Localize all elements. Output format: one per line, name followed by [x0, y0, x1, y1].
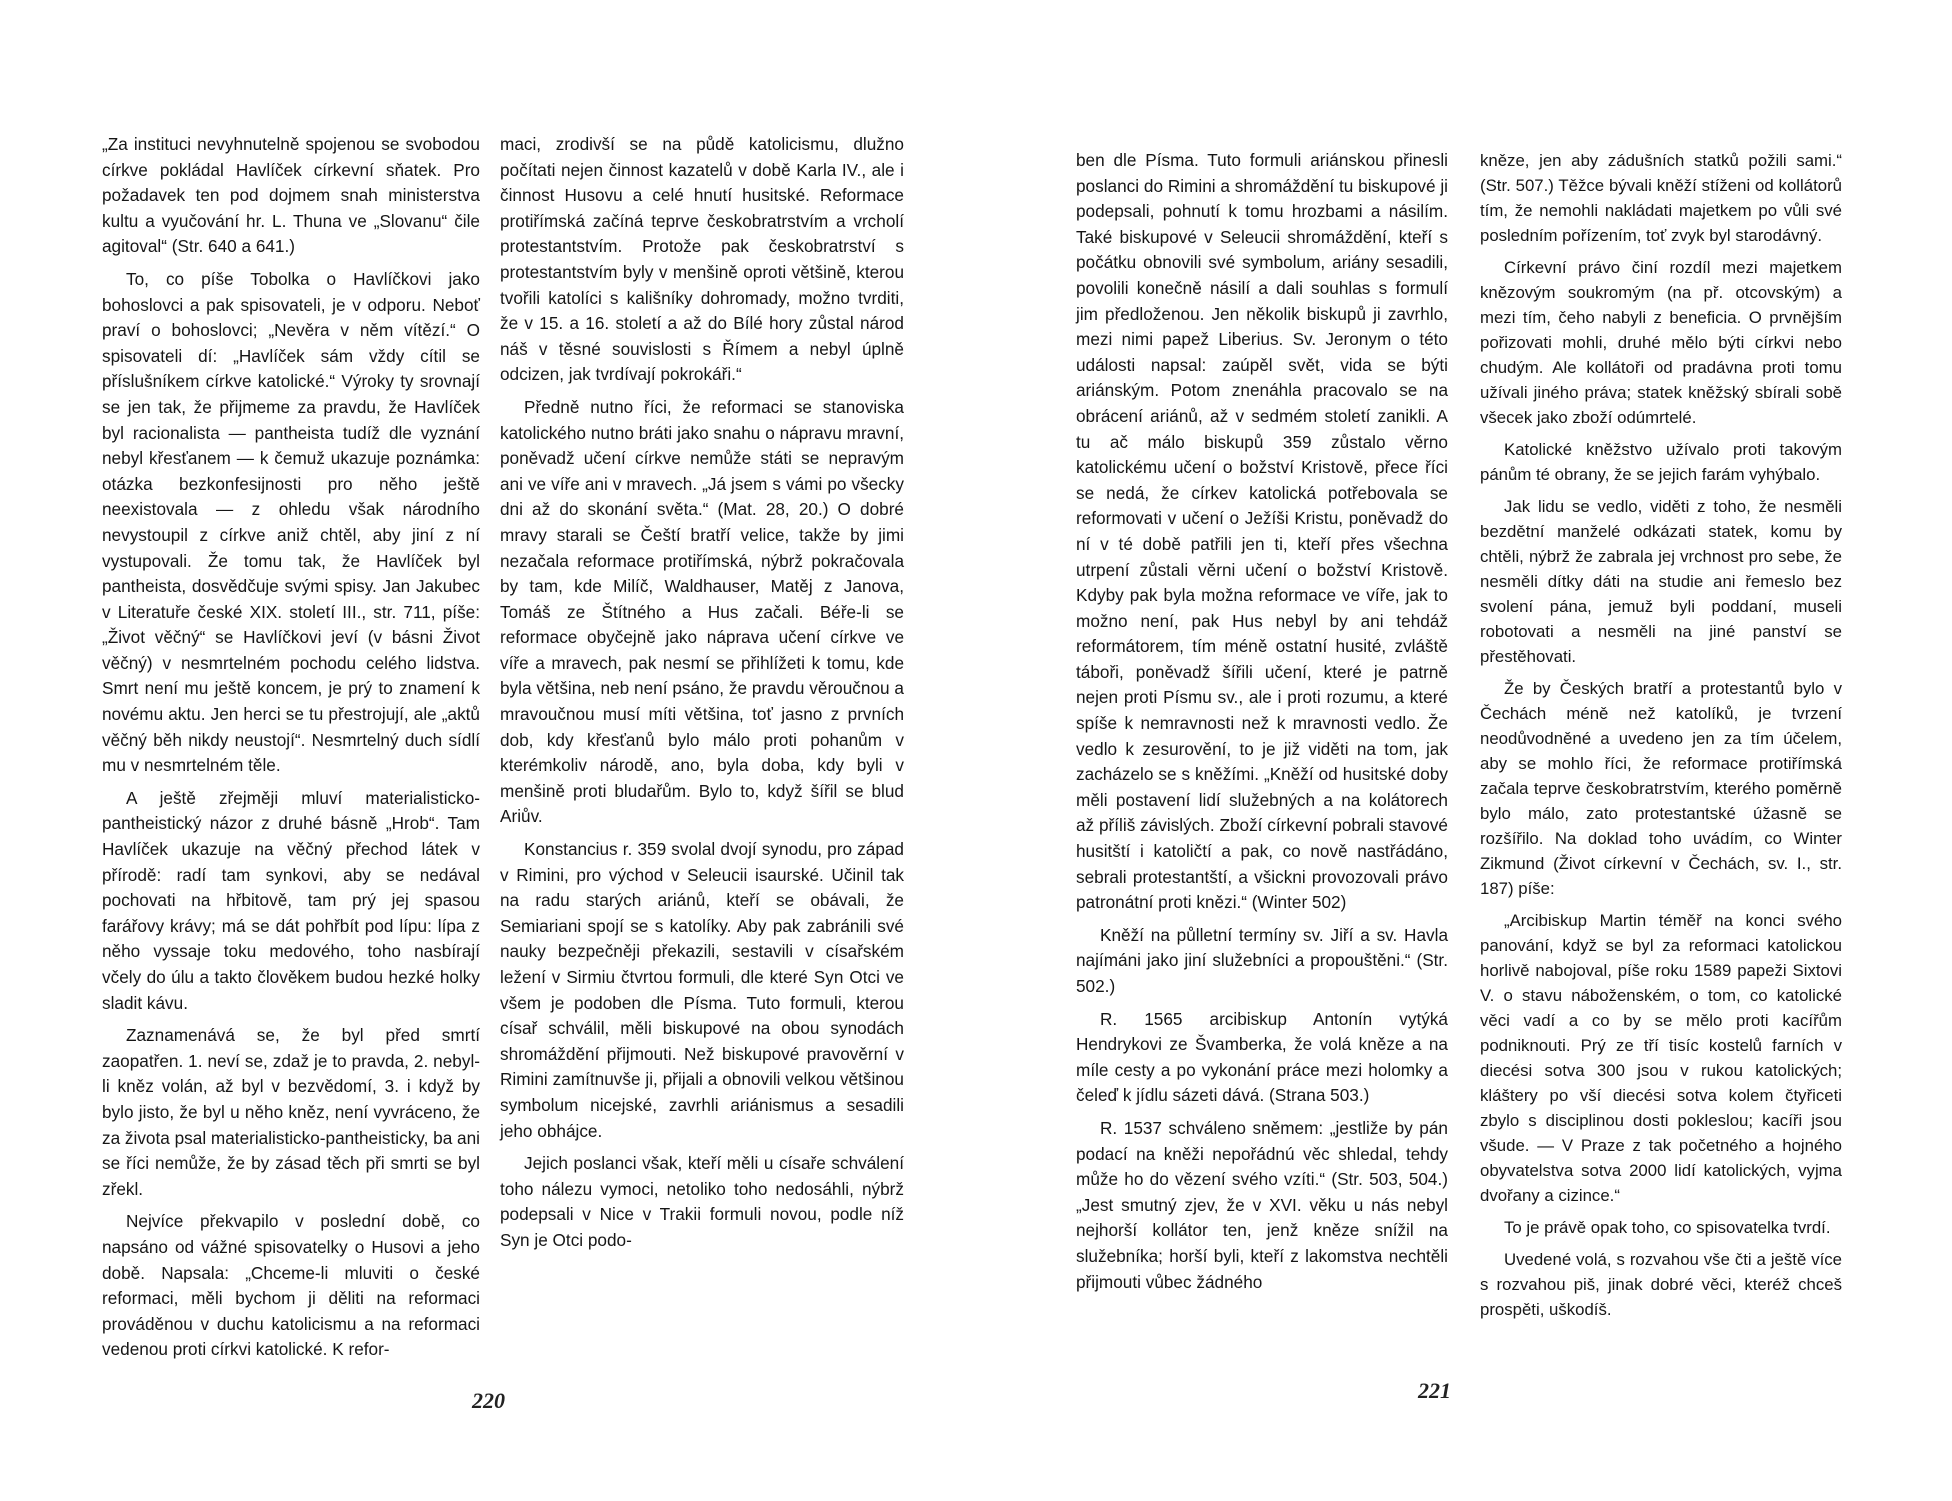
paragraph: maci, zrodivší se na půdě katolicismu, dlužno počítati nejen činnost kazatelů v době Karla IV., ale i činnost Husovu a celé hnutí husitské. Reformace protiřímská začíná teprve českobratrstvím a vrcholí protestantstvím. Protože pak českobratrství s protestantstvím byly v menšině oproti většině, kterou tvořili katolíci s kališníky dohromady, možno tvrditi, že v 15. a 16. století a až do Bílé hory zůstal národ náš v těsné souvislosti s Římem a nebyl úplně odcizen, jak tvrdívají pokrokáři.“ — [500, 134, 904, 385]
paragraph: R. 1565 arcibiskup Antonín vytýká Hendrykovi ze Švamberka, že volá kněze a na míle cesty a po vykonání práce mezi holomky a čeleď k jídlu sázeti dává. (Strana 503.) — [1076, 1008, 1448, 1106]
paragraph: Církevní právo činí rozdíl mezi majetkem knězovým soukromým (na př. otcovským) a mezi tím, čeho nabyli z beneficia. O prvnějším pořizovati mohli, druhé mělo býti církvi nebo chudým. Ale kollátoři od pradávna proti tomu užívali jiného práva; statek kněžský sbírali sobě všecek jako zboží odúmrtelé. — [1480, 258, 1842, 427]
page-number: 220 — [472, 1388, 505, 1413]
paragraph: Že by Českých bratří a protestantů bylo v Čechách méně než katolíků, je tvrzení neodůvodněné a uvedeno jen za tím účelem, aby se mohlo říci, že reformace protiřímská začala teprve českobratrstvím, kterého poměrně bylo málo, zato protestantské úžasně se rozšířilo. Na doklad toho uvádím, co Winter Zikmund (Život církevní v Čechách, sv. I., str. 187) píše: — [1480, 679, 1842, 898]
paragraph: ben dle Písma. Tuto formuli ariánskou přinesli poslanci do Rimini a shromáždění tu biskupové ji podepsali, pohnutí k tomu hrozbami a násilím. Také biskupové v Seleucii shromáždění, kteří s počátku obnovili své symbolum, ariány sesadili, povolili konečně násilí a dali souhlas s formulí jim předloženou. Jen několik biskupů ji zavrhlo, mezi nimi papež Liberius. Sv. Jeronym o této události napsal: zaúpěl svět, vida se býti ariánským. Potom znenáhla pracovalo se na obrácení ariánů, až v sedmém století zanikli. A tu ač málo biskupů 359 zůstalo věrno katolickému učení o božství Kristově, přece říci se nedá, že církev katolická potřebovala se reformovati v učení o Ježíši Kristu, poněvadž do ní v té době patřili jen ti, kteří přes všechna utrpení zůstali věrni učení o božství Kristově. Kdyby pak byla možna reformace ve víře, jak to možno není, pak Hus nebyl by ani tehdáž reformátorem, tím méně ostatní husité, zvláště táboři, poněvadž šířili učení, které je patrně nejen proti Písmu sv., ale i proti rozumu, a které spíše k nemravnosti než k mravnosti vedlo. Že vedlo k zesurovění, to je již viděti na tom, jak zacházelo se s kněžími. „Kněží od husitské doby měli postavení lidí služebných a na kolátorech až příliš závislých. Zboží církevní pobrali stavové husitští i katoličtí a pak, co nově nastřádáno, sebrali protestantští, a všickni provozovali právo patronátní proti knězi.“ (Winter 502) — [1076, 150, 1448, 913]
paragraph: „Za instituci nevyhnutelně spojenou se svobodou církve pokládal Havlíček církevní sňatek. Pro požadavek ten pod dojmem snah ministerstva kultu a vyučování hr. L. Thuna ve „Slovanu“ čile agitoval“ (Str. 640 a 641.) — [102, 134, 480, 257]
paragraph: Jejich poslanci však, kteří měli u císaře schválení toho nálezu vymoci, netoliko toho nedosáhli, nýbrž podepsali v Nice v Trakii formuli novou, podle níž Syn je Otci podo- — [500, 1153, 904, 1250]
paragraph: Nejvíce překvapilo v poslední době, co napsáno od vážné spisovatelky o Husovi a jeho době. Napsala: „Chceme-li mluviti o české reformaci, měli bychom ji děliti na reformaci prováděnou v duchu katolicismu a na reformaci vedenou proti církvi katolické. K refor- — [102, 1211, 480, 1360]
paragraph: „Arcibiskup Martin téměř na konci svého panování, když se byl za reformaci katolickou horlivě nabojoval, píše roku 1589 papeži Sixtovi V. o stavu náboženském, o tom, co katolické věci vadí a co by se mělo proti kacířům podniknouti. Prý ze tří tisíc kostelů farních v diecési sotva 300 jsou v rukou katolických; kláštery po vší diecési sotva kolem čtyřiceti zbylo s disciplinou dosti pokleslou; kacíři jsou všude. — V Praze z tak početného a hojného obyvatelstva sotva 2000 lidí katolických, vyjma dvořany a cizince.“ — [1480, 911, 1842, 1205]
paragraph: Uvedené volá, s rozvahou vše čti a ještě více s rozvahou piš, jinak dobré věci, kteréž chceš prospěti, uškodíš. — [1480, 1250, 1842, 1319]
paragraph: To, co píše Tobolka o Havlíčkovi jako bohoslovci a pak spisovateli, je v odporu. Neboť praví o bohoslovci; „Nevěra v něm vítězí.“ O spisovateli dí: „Havlíček sám vždy cítil se příslušníkem církve katolické.“ Výroky ty srovnají se jen tak, že přijmeme za pravdu, že Havlíček byl racionalista — pantheista tudíž dle vyznání nebyl křesťanem — k čemuž ukazuje poznámka: otázka bezkonfesijnosti pro něho ještě neexistovala — z ohledu však národního nevystoupil z církve aniž chtěl, aby jiní z ní vystupovali. Že tomu tak, že Havlíček byl pantheista, dosvědčuje svými spisy. Jan Jakubec v Literatuře české XIX. století III., str. 711, píše: „Život věčný“ se Havlíčkovi jeví (v básni Život věčný) v nesmrtelném pochodu celého lidstva. Smrt není mu ještě koncem, je prý to znamení k novému aktu. Jen herci se tu přestrojují, ale „aktů věčný běh nikdy neustojí“. Nesmrtelný duch sídlí mu v nesmrtelném těle. — [102, 268, 480, 776]
paragraph: Konstancius r. 359 svolal dvojí synodu, pro západ v Rimini, pro východ v Seleucii isaurské. Učinil tak na radu starých ariánů, kteří se obávali, že Semiariani spojí se s katolíky. Aby pak zabránili své nauky bezpečněji překazili, sestavili v císařském ležení v Sirmiu čtvrtou formuli, dle které Syn Otci ve všem je podoben dle Písma. Tuto formuli, kterou císař schválil, měli biskupové na obou synodách shromáždění přijmouti. Než biskupové pravověrní v Rimini zamítnuvše ji, přijali a obnovili velkou většinou symbolum nicejské, zavrhli ariánismus a sesadili jeho obhájce. — [500, 839, 904, 1141]
paragraph: kněze, jen aby zádušních statků požili sami.“ (Str. 507.) Těžce bývali kněží stíženi od kollátorů tím, že nemohli nakládati majetkem po vůli své posledním pořízením, toť zvyk byl starodávný. — [1480, 151, 1842, 245]
paragraph: Předně nutno říci, že reformaci se stanoviska katolického nutno bráti jako snahu o nápravu mravní, poněvadž učení církve nemůže státi se nepravým ani ve víře ani v mravech. „Já jsem s vámi po všecky dni až do skonání světa.“ (Mat. 28, 20.) O dobré mravy starali se Čeští bratří velice, takže by jimi nezačala reformace protiřímská, nýbrž pokračovala by tam, kde Milíč, Waldhauser, Matěj z Janova, Tomáš ze Štítného a Hus začali. Béře-li se reformace obyčejně jako náprava učení církve ve víře a mravech, pak nesmí se přihlížeti k tomu, kde byla většina, neb není psáno, že pravdu věroučnou a mravoučnou musí míti většina, toť jasno z prvních dob, kdy křesťanů bylo málo proti pohanům v kterémkoliv národě, ano, byla doba, kdy byli v menšině proti bludařům. Bylo to, když šířil se blud Ariův. — [500, 396, 904, 827]
column-1 — [102, 132, 480, 1370]
column-2 — [500, 132, 904, 1261]
paragraph: Zaznamenává se, že byl před smrtí zaopatřen. 1. neví se, zdaž je to pravda, 2. nebyl-li kněz volán, až byl v bezvědomí, 3. i když by bylo jisto, že byl u něho kněz, není vyvráceno, že za života psal materialisticko-pantheisticky, ba ani se říci nemůže, že by zásad těch při smrti se byl zřekl. — [102, 1025, 480, 1199]
paragraph: Kněží na půlletní termíny sv. Jiří a sv. Havla najímáni jako jiní služebníci a propouštěni.“ (Str. 502.) — [1076, 924, 1448, 996]
right-page — [976, 0, 1952, 1501]
column-4 — [1480, 148, 1842, 1329]
column-3 — [1076, 148, 1448, 1302]
paragraph: Jak lidu se vedlo, viděti z toho, že nesměli bezdětní manželé odkázati statek, komu by chtěli, nýbrž že zabrala jej vrchnost pro sebe, že nesměli dítky dáti na studie ani řemeslo bez svolení pána, jemuž byli poddaní, museli robotovati a nesměli na jiné panství se přestěhovati. — [1480, 497, 1842, 666]
paragraph: To je právě opak toho, co spisovatelka tvrdí. — [1504, 1218, 1831, 1237]
paragraph: R. 1537 schváleno sněmem: „jestliže by pán podací na kněži nepořádnú věc shledal, tehdy může ho do vězení svého vzíti.“ (Str. 503, 504.) „Jest smutný zjev, že v XVI. věku u nás nebyl nejhorší kollátor ten, jenž kněze snížil na služebníka; horší byli, kteří z lakomstva nechtěli přijmouti vůbec žádného — [1076, 1117, 1448, 1292]
paragraph: Katolické kněžstvo užívalo proti takovým pánům té obrany, že se jejich farám vyhýbalo. — [1480, 440, 1842, 484]
paragraph: A ještě zřejměji mluví materialisticko-pantheistický názor z druhé básně „Hrob“. Tam Havlíček ukazuje na věčný přechod látek v přírodě: radí tam synkovi, aby se nedával pochovati na hřbitově, tam prý jej spasou farářovy krávy; má se dát pohřbít pod lípu: lípa z něho vyssaje toku medového, toho nasbírají včely do úlu a takto člověkem budou hezké holky sladit kávu. — [102, 787, 480, 1013]
page-number: 221 — [1418, 1378, 1451, 1403]
